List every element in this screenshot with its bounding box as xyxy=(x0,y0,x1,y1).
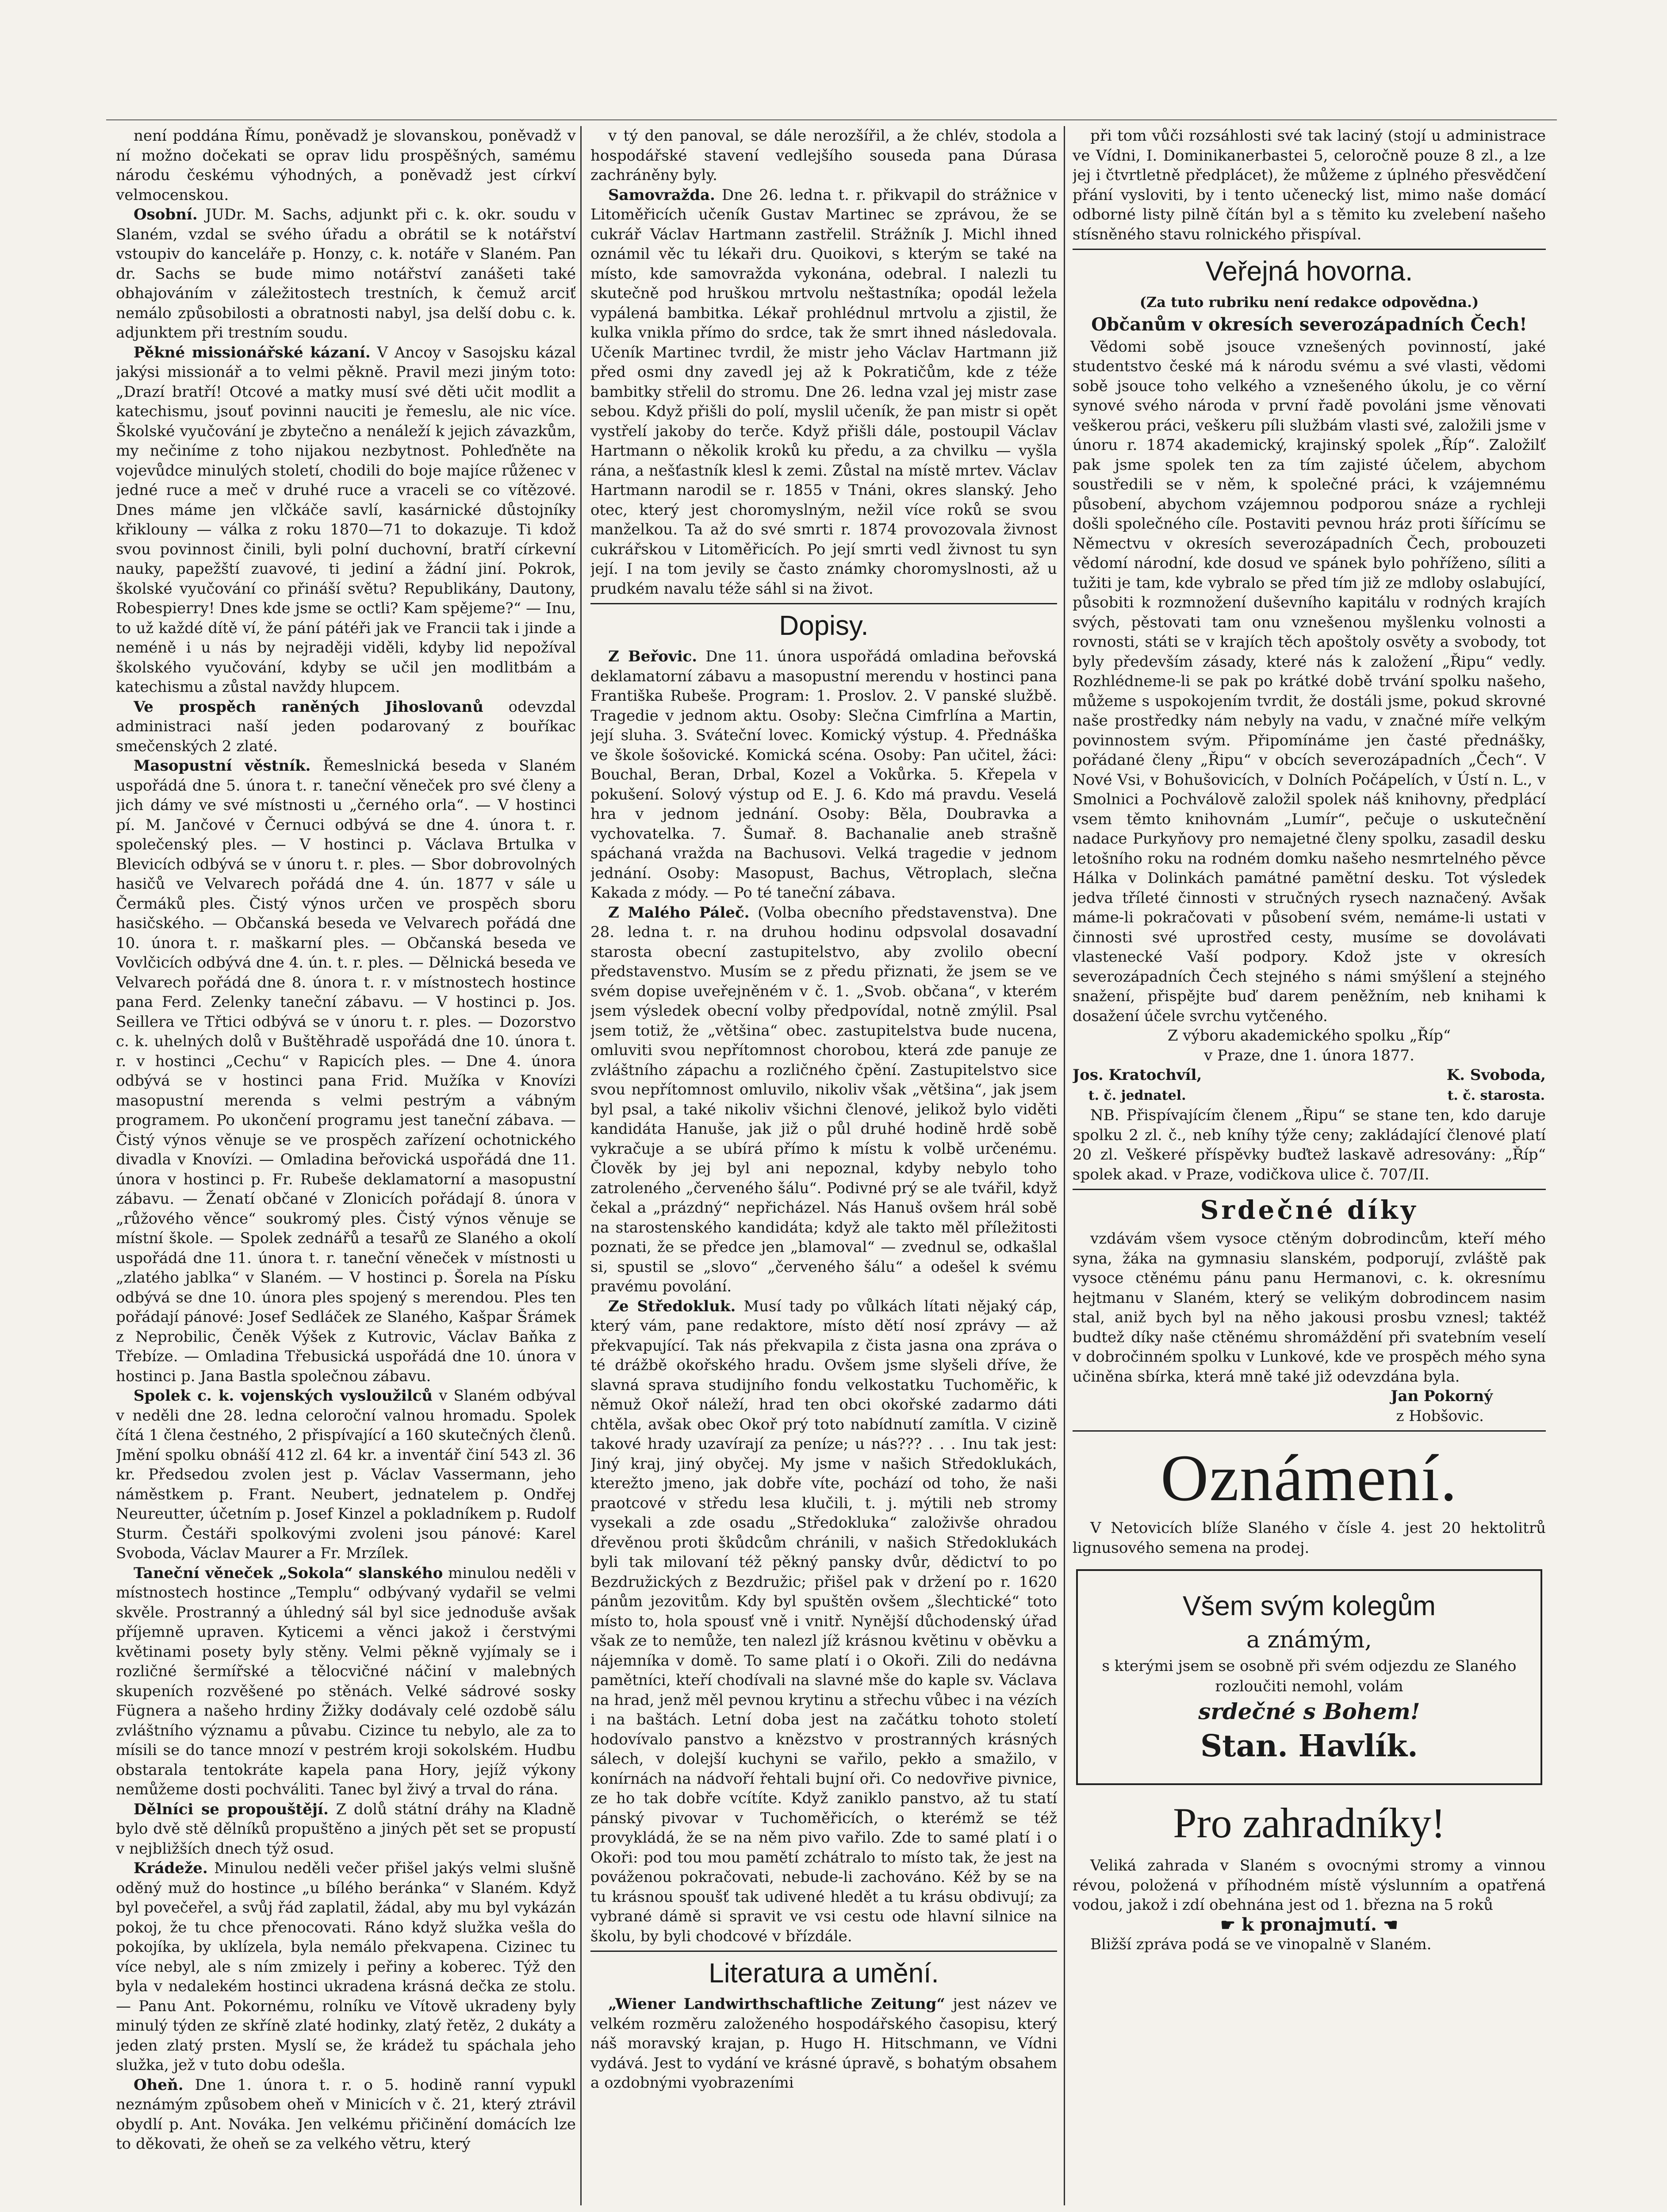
gardeners-text: Veliká zahrada v Slaném s ovocnými stromy a vinnou révou, položená v příhodném místě výslunním a opatřená vodou, jakož i zdí obehnána jest od 1. března na 5 roků xyxy=(1073,1857,1546,1914)
heading-ranenych: Ve prospěch raněných Jihoslovanů xyxy=(134,698,483,716)
divider xyxy=(590,1951,1057,1952)
heading-berovic: Z Beřovic. xyxy=(608,648,697,665)
article-berovic xyxy=(590,647,1057,903)
text-misie: V Ancoy v Sasojsku kázal jakýsi missionář a to velmi pěkně. Pravil mezi jiným toto: „Drazí bratří! Otcové a matky musí své děti učit modlit a katechismu, jsouť povinni nauciti je řemeslu, ale nic více. Školské vyučování je zbytečno a nenáleží k jejich závazkům, my nečiníme z toho nijakou nezbytnost. Pohleďněte na vojevůdce minulých století, chodili do boje majíce růženec v jedné ruce a meč v druhé ruce a vraceli se co vítězové. Dnes máme jen vlčkáče savlí, kasárnické důstojníky křiklouny — válka z roku 1870—71 to dokazuje. Ti kdož svou povinnost činili, byli polní duchovní, bratří církevní nauky, papežští zuavové, ti jediní a žádní jiní. Pokrok, školské vyučování co přináší světu? Republikány, Dautony, Robespierry! Dnes kde jsme se octli? Kam spějeme?“ — Inu, to už každé dítě ví, že pání pátéři jak ve Francii tak i jinde a neméně i u nás by nejraději viděli, kdyby lid nepožíval školského vyučování, kdyby se učil jen modlitbám a katechismu a zůstal navždy hlupcem. xyxy=(116,343,576,696)
column-rule-1 xyxy=(580,126,582,2205)
farewell-signature: Stan. Havlík. xyxy=(1200,1728,1418,1764)
appeal-place: v Praze, dne 1. února 1877. xyxy=(1204,1046,1414,1064)
farewell-ad xyxy=(1076,1569,1542,1785)
article-kradeze xyxy=(116,1859,576,2075)
section-title-hovorna: Veřejná hovorna. xyxy=(1205,256,1413,287)
text-kradeze: Minulou neděli večer přišel jakýs velmi slušně oděný muž do hostince „u bílého beránka“ v Slaném. Když byl povečeřel, a svůj řád zaplatil, žádal, aby mu byl vykázán pokoj, že tu chce přenocovati. Ráno když služka vešla do pokojíka, by uklízela, byla nemálo překvapena. Cizinec tu více nebyl, ale s ním zmizely i peřiny a koberec. Týž den byla v nedalekém hostinci ukradena krásná dečka ze stolu. — Panu Ant. Pokornému, rolníku ve Vítově ukradeny byly minulý týden ze skříně zlaté hodinky, zlatý řetěz, 2 dukáty a jeden zlatý prsten. Myslí se, že krádež tu spáchala jeho služka, jež v tuto dobu odešla. xyxy=(116,1859,576,2074)
top-border xyxy=(106,119,1557,120)
appeal-text: Vědomi sobě jsouce vznešených povinností, jaké studentstvo české má k národu svému a své vlasti, vědomi sobě jsouce toho velkého a vznešeného úkolu, je co věrní synové svého národa v první řadě povoláni jsme věnovati veškerou práci, veškeru píli službám vlasti své, založili jsme v únoru r. 1874 akademický, krajinský spolek „Říp“. Založilť pak jsme spolek ten za tím zajisté účelem, abychom soustředili se v něm, k společné práci, k vzájemnému působení, abychom vzájemnou podporou snáze a rychleji došli společného cíle. Postaviti pevnou hráz proti šířícímu se Němectvu v okresích severozápadních Čech, probouzeti vědomí národní, kde dosud ve spánek bylo pohříženo, síliti a tužiti je tam, kde vybralo se před tím již ze mdloby oslabující, působiti k rozmnožení duševního kapitálu v rodných krajích svých, pěstovati tam onu vznešenou myšlenku volnosti a rovnosti, státi se v krajích těch apoštoly osvěty a svobody, tot byly především zásady, které nás k založení „Řipu“ vedly. Rozhlédneme-li se pak po krátké době trvání spolku našeho, můžeme s uspokojením tvrdit, že dostáli jsme, pokud skrovné naše prostředky nám nebyly na vadu, v značné míře velkým povinnostem svým. Připomínáme jen časté přednášky, pořádané členy „Řipu“ v obcích severozápadních „Čech“. V Nové Vsi, v Bohušovicích, v Dolních Počápelích, v Ústí n. L., v Smolnici a Pochválově založil spolek náš knihovny, předplácí vsem těmto knihovnám „Lumír“, pečuje o uskutečnění nadace Purkyňovy pro nemajetné členy spolku, zasadil desku letošního roku na rodném domku našeho nesmrtelného pěvce Hálka v Dolinkách památné pamětní desku. Tot výsledek jedva tříleté činnosti v stručných rysech naznačený. Avšak máme-li pokračovati v působení svém, nemáme-li ustati v činnosti své uprostřed cesty, musíme se dovolávati vlastenecké Vaší podpory. Kdož jste v okresích severozápadních Čech stejného s námi smýšlení a stejného snažení, přispějte buď darem peněžním, neb knihami k dosažení účele svrchu vytčeného. xyxy=(1073,338,1546,1025)
signatures xyxy=(1073,1065,1546,1106)
article-delnici xyxy=(116,1800,576,1859)
column-rule-2 xyxy=(1064,126,1065,2205)
text-vestnik: Řemeslnická beseda v Slaném uspořádá dne 5. února t. r. taneční věneček pro své členy a jich dámy ve své místnosti u „černého orla“. — V hostinci pí. M. Jančové v Černuci odbývá se dne 4. února t. r. společenský ples. — V hostinci p. Václava Brtulka v Blevicích odbývá se v únoru t. r. ples. — Sbor dobrovolných hasičů ve Velvarech pořádá dne 4. ún. 1877 v sále u Čermáků ples. Čistý výnos určen ve prospěch sboru hasičského. — Občanská beseda ve Velvarech pořádá dne 10. února t. r. maškarní ples. — Občanská beseda ve Vovlčicích odbývá dne 4. ún. t. r. ples. — Dělnická beseda ve Velvarech pořádá dne 8. února t. r. v místnostech hostince pana Ferd. Zelenky taneční zábavu. — V hostinci p. Jos. Seillera ve Třtici odbývá se v únoru t. r. ples. — Dozorstvo c. k. uhelných dolů v Buštěhradě uspořádá dne 10. února t. r. v hostinci „Cechu“ v Rapicích ples. — Dne 4. února odbývá se v hostinci pana Frid. Mužíka v Knovízi masopustní merenda s velmi pestrým a vábným programem. Po ukončení programu jest taneční zábava. — Čistý výnos věnuje se ve prospěch zařízení ochotnického divadla v Knovízi. — Omladina beřovická uspořádá dne 11. února v hostinci p. Fr. Rubeše deklamatorní a masopustní zábavu. — Ženatí občané v Zlonicích pořádají 8. února v „růžového věnce“ soukromý ples. Čistý výnos věnuje se místní škole. — Spolek zednářů a tesařů ze Slaného a okolí uspořádá dne 11. února t. r. taneční věneček v místnosti u „zlatého jablka“ v Slaném. — V hostinci p. Šorela na Písku odbývá se dne 10. února ples spojený s merendou. Ples ten pořádají pánové: Josef Sedláček ze Slaného, Kašpar Šrámek z Neprobilic, Čeněk Výšek z Kutrovic, Václav Baňka z Třebíze. — Omladina Třebusická uspořádá dne 10. února v hostinci p. Jana Bastla společnou zábavu. xyxy=(116,757,576,1385)
article-wlz xyxy=(590,1994,1057,2093)
heading-delnici: Dělníci se propouštějí. xyxy=(134,1800,329,1818)
text-ranenych: odevzdal administraci naší jeden podarovaný z bouříkac smečenských 2 zlaté. xyxy=(116,698,576,755)
divider xyxy=(590,603,1057,604)
column-1 xyxy=(116,126,576,2205)
signature-name: K. Svoboda, xyxy=(1446,1066,1546,1084)
heading-misie: Pěkné missionářské kázaní. xyxy=(134,343,371,361)
thanks-text: vzdávám všem vysoce ctěným dobrodincům, kteří mého syna, žáka na gymnasiu slanském, podporují, zvláště pak vysoce ctěnému pánu panu Hermanovi, c. k. okresnímu hejtmanu v Slaném, který se velikým dobrodincem nasim stal, aniž bych byl na něho jakousi prosbu vznesl; taktéž budtež díky naše ctěnému shromáždění při svatebním veselí v dobročinném spolku v Lunkové, kde ve prospěch mého syna učiněna sbírka, která mně také již odevzdána byla. xyxy=(1073,1230,1546,1386)
signature-starosta xyxy=(1447,1065,1546,1106)
pointing-hand-icon: ☛ xyxy=(1220,1914,1236,1935)
appeal-from: Z výboru akademického spolku „Říp“ xyxy=(1167,1027,1451,1045)
divider xyxy=(1073,1430,1546,1432)
text-stredokluk: Musí tady po vůlkách lítati nějaký cáp, který vám, pane redaktore, místo dětí nosí zprávy — až překvapující. Tak nás překvapila z čista jasna ona zpráva o té drážbě okořského hradu. Ovšem jsme slyšeli dříve, že slavná sprava studijního fondu velkostatku Tuchoměřic, k němuž Okoř náleží, hrad ten obci okořské zadarmo dáti chtěla, avšak obec Okoř prý toto nabídnutí zamítla. V cizině takové hrady uzavírají za peníze; u nás??? . . . Inu tak jest: Jiný kraj, jiný obyčej. My jsme v našich Středoklukách, kterežto jmeno, jak dobře víte, pochází od toho, že naši praotcové v středu lesa klučili, t. j. mýtili neb stromy vysekali a zde osadu „Středokluka“ založivše ohradou dřevěnou proti škůdcům chránili, v našich Středoklukách byli tak milovaní též pěkný pansky dvůr, dědictví to po Bezdružických z Bezdružic; přišel pak v držení po r. 1620 pánům jezovitům. Kdy byl spuštěn ovšem „šlechtické“ toto místo to, hola spousť vně i vnitř. Nynější důchodenský úřad však ze to nemůže, ten nalezl jíž krásnou květinu v oběvku a nájemníka v domě. To same platí i o Okoři. Zili do nedávna pamětníci, kteří chodívali na slavné mše do kaple sv. Václava na hrad, jenž měl pevnou krytinu a střechu vůbec i na vézích i na baštách. Letní doba jest na začátku tohoto století hodovívalo panstvo a knězstvo v prostranných krásných sálech, v dolejší kuchyni se vařilo, pekło a smažilo, v konírnách na nádvoří řehtali bujní oři. Co nedovřive pivnice, ze ho tak dobře vcítíte. Když zaniklo panstvo, až tu statí pánský pivovar v Tuchoměřicích, o kterémž se též provykládá, že se na něm pivo vařilo. Zde to samé platí i o Okoři: pod tou mou pamětí zchátralo to místo tak, že jest na pováženou pokračovati, nebude-li zachováno. Kéž by se na tu krásnou spoušť tak udivené hledět a tu krásu obdivují; za vybrané dámě si spravit ve vsi cestu ode hlavní silnice na školu, by byli chodcové v břízdále. xyxy=(590,1297,1057,1945)
section-title-literatura: Literatura a umění. xyxy=(709,1958,939,1989)
text-samovrazda: Dne 26. ledna t. r. přikvapil do strážnice v Litoměřicích učeník Gustav Martinec se zprávou, že se cukrář Václav Hartmann zastřelil. Strážník J. Michl ihned oznámil věc tu lékaři dru. Quoikovi, s kterým se také na místo, kde samovražda vykonána, odebral. I nalezli tu skutečně pod hruškou mrtvolu neštastníka; opodál ležela vypálená bambitka. Lékař prohlédnul mrtvolu a zjistil, že kulka vnikla přímo do srdce, tak že smrt ihned následovala. Učeník Martinec tvrdil, že mistr jeho Václav Hartmann již před osmi dny zavedl jej až k Pokratičům, kde z téže bambitky střelil do stromu. Dne 26. ledna vzal jej mistr zase sebou. Když přišli do polí, myslil učeník, že pan mistr si opět vystřelí jakoby do terče. Když přišli dále, postoupil Václav Hartmann o několik kroků ku předu, a za chvilku — vyšla rána, a nešťastník klesl k zemi. Zůstal na místě mrtev. Václav Hartmann narodil se r. 1855 v Tnáni, okres slanský. Jeho otec, který jest choromyslným, nežil více roků se svou manželkou. Ta až do své smrti r. 1874 provozovala živnost cukrářskou v Litoměřicích. Po její smrti vedl živnost tu syn její. I na tom jevily se často známky choromyslnosti, až u prudkém navalu téže sáhl si na život. xyxy=(590,186,1057,598)
text-vyslouzilcu: v Slaném odbýval v neděli dne 28. ledna celoroční valnou hromadu. Spolek čítá 1 člena čestného, 2 přispívající a 160 skutečných členů. Jmění spolku obnáší 412 zl. 64 kr. a inventář činí 543 zl. 36 kr. Předsedou zvolen jest p. Václav Vassermann, jeho náměstkem p. Frant. Neubert, jednatelem p. Ondřej Neureutter, účetním p. Josef Kinzel a pokladníkem p. Rudolf Sturm. Čestáři spolkovými zvoleni jsou pánové: Karel Svoboda, Václav Maurer a Fr. Mrzílek. xyxy=(116,1387,576,1562)
signature-jednatel xyxy=(1073,1065,1202,1106)
lease-label: k pronajmutí. xyxy=(1242,1914,1377,1935)
farewell-greeting: srdečné s Bohem! xyxy=(1198,1698,1420,1724)
article-sokol xyxy=(116,1563,576,1800)
article-continuation-2: v tý den panoval, se dále nerozšířil, a že chlév, stodola a hospodářské stavení vedlejšího souseda pana Dúrasa zachráněny byly. xyxy=(590,127,1057,184)
heading-vestnik: Masopustní věstník. xyxy=(134,757,311,775)
signature-title: t. č. starosta. xyxy=(1447,1087,1545,1103)
farewell-title: Všem svým kolegům xyxy=(1183,1591,1436,1621)
thanks-place: z Hobšovic. xyxy=(1396,1407,1484,1425)
appeal-nb: NB. Přispívajícím členem „Řipu“ se stane ten, kdo daruje spolku 2 zl. č., neb kníhy týže ceny; zakládající členové platí 20 zl. Veškeré příspěvky buďtež laskavě adresovány: „Říp“ spolek akad. v Praze, vodičkova ulice č. 707/II. xyxy=(1073,1106,1546,1183)
farewell-text: s kterými jsem se osobně při svém odjezdu ze Slaného rozloučiti nemohl, volám xyxy=(1102,1657,1517,1695)
divider xyxy=(1073,1189,1546,1190)
announcement-title: Oznámení. xyxy=(1161,1441,1458,1515)
thanks-signature: Jan Pokorný xyxy=(1391,1387,1493,1405)
article-ranenych xyxy=(116,697,576,757)
article-malepale xyxy=(590,903,1057,1297)
gardeners-info: Bližší zpráva podá se ve vinopalně v Slaném. xyxy=(1090,1936,1432,1953)
heading-malepale: Z Malého Páleč. xyxy=(608,903,750,922)
text-ohen: Dne 1. února t. r. o 5. hodině ranní vypukl neznámým způsobem oheň v Minicích v č. 21, který ztrávil obydlí p. Ant. Nováka. Jen velkému přičinění domácích lze to děkovati, že oheň se za velkého větru, který xyxy=(116,2076,576,2153)
appeal-title: Občanům v okresích severozápadních Čech! xyxy=(1091,314,1527,335)
article-misie xyxy=(116,343,576,697)
gardeners-title: Pro zahradníky! xyxy=(1173,1799,1445,1847)
farewell-subtitle: a známým, xyxy=(1246,1627,1372,1653)
text-wlz: jest název ve velkém rozměru založeného hospodářského časopisu, který náš moravský krajan, p. Hugo H. Hitschmann, ve Vídni vydává. Jest to vydání ve krásné úpravě, s bohatým obsahem a ozdobnými vyobrazeními xyxy=(590,1995,1057,2092)
signature-title: t. č. jednatel. xyxy=(1088,1087,1186,1103)
article-osobni xyxy=(116,205,576,343)
column-2 xyxy=(590,126,1057,2205)
editorial-note: (Za tuto rubriku není redakce odpovědna.) xyxy=(1139,294,1479,311)
column-3 xyxy=(1073,126,1546,2205)
heading-stredokluk: Ze Středokluk. xyxy=(608,1297,736,1315)
thanks-title: Srdečné díky xyxy=(1200,1195,1418,1225)
section-title-dopisy: Dopisy. xyxy=(779,611,869,641)
lease-line xyxy=(1073,1915,1546,1935)
heading-kradeze: Krádeže. xyxy=(134,1859,208,1877)
pointing-hand-icon: ☚ xyxy=(1383,1914,1398,1935)
text-malepale: (Volba obecního představenstva). Dne 28. ledna t. r. na druhou hodinu odpsvolal dosavadní starosta obecní zastupitelstvo, aby zvolilo obecní představenstvo. Musím se z předu přiznati, že jsem se ve svém dopise uveřejněném v č. 1. „Svob. občana“, v kterém jsem výsledek obecní volby předpovídal, notně zmýlil. Psal jsem totiž, že „většina“ obec. zastupitelstva bude nucena, omluviti svou nepřítomnost chorobou, která zde panuje ze zvláštního zápachu a rozličného čpění. Zastupitelstvo sice svou nepřítomnost omluvilo, nikoliv však „většina“, jak jsem byl psal, a také nikoliv všichni členové, jelikož bylo viděti kandidáta Hanuše, jak již o půl druhé hodině hrdě sobě vykračuje a se ubírá přímo k místu k volbě určenému. Člověk by jej byl ani nepoznal, kdyby nebylo toho zatroleného „červeného šálu“. Podivné prý se ale tvářil, když čekal a „prázdný“ nepřicházel. Nás Hanuš ovšem hrál sobě na starostenského kandidáta; když ale takto měl příležitosti poznati, že se předce jen „blamoval“ — zvednul se, odkašlal si, spustil se „slovo“ „červeného šálu“ a odešel k svému pravému povolání. xyxy=(590,903,1057,1295)
heading-samovrazda: Samovražda. xyxy=(608,186,715,204)
article-vyslouzilcu xyxy=(116,1386,576,1563)
heading-osobni: Osobní. xyxy=(134,206,198,223)
text-osobni: JUDr. M. Sachs, adjunkt při c. k. okr. soudu v Slaném, vzdal se svého úřadu a obrátil se k notářství vstoupiv do kanceláře p. Honzy, c. k. notáře v Slaném. Pan dr. Sachs se bude mimo notářství zanášeti také obhajováním v záležitostech trestních, k čemuž arciť nemálo způsobilosti a obratnosti nabyl, jsa delší dobu c. k. adjunktem při trestním soudu. xyxy=(116,206,576,342)
article-vestnik xyxy=(116,756,576,1386)
text-berovic: Dne 11. února uspořádá omladina beřovská deklamatorní zábavu a masopustní merendu v hostinci pana Františka Rubeše. Program: 1. Proslov. 2. V panské službě. Tragedie v jednom aktu. Osoby: Slečna Cimfrlína a Martin, její sluha. 3. Sváteční lovec. Komický výstup. 4. Přednáška ve škole šošovické. Komická scéna. Osoby: Pan učitel, žáci: Bouchal, Beran, Drbal, Kozel a Vokůrka. 5. Křepela v pokušení. Solový výstup od E. J. 6. Kdo má pravdu. Veselá hra v jednom jednání. Osoby: Běla, Doubravka a vychovatelka. 7. Šumař. 8. Bachanalie aneb strašně spáchaná vražda na Bachusovi. Velká tragedie v jednom jednání. Osoby: Masopust, Bachus, Větroplach, slečna Kakada z módy. — Po té taneční zábava. xyxy=(590,648,1057,902)
article-stredokluk xyxy=(590,1297,1057,1947)
article-samovrazda xyxy=(590,185,1057,599)
article-ohen xyxy=(116,2075,576,2154)
text-delnici: Z dolů státní dráhy na Kladně bylo dvě stě dělníků propuštěno a jiných pět set se propustí v nejbližších dnech týž osud. xyxy=(116,1800,576,1858)
article-continuation: není poddána Římu, poněvadž je slovanskou, poněvadž v ní možno dočekati se oprav lidu prospěšných, samému národu českému výhodných, a poněvadž jest církví velmocenskou. xyxy=(116,127,576,204)
divider xyxy=(1073,249,1546,250)
announcement-text: V Netovicích blíže Slaného v čísle 4. jest 20 hektolitrů lignusového semena na prodej. xyxy=(1073,1519,1546,1557)
heading-wlz: „Wiener Landwirthschaftliche Zeitung“ xyxy=(608,1995,945,2013)
heading-vyslouzilcu: Spolek c. k. vojenských vysloužilců xyxy=(134,1387,433,1405)
heading-sokol: Taneční věneček „Sokola“ slanského xyxy=(134,1564,443,1582)
article-continuation-3: při tom vůči rozsáhlosti své tak laciný (stojí u administrace ve Vídni, I. Dominikanerbastei 5, celoročně pouze 8 zl., a lze jej i čtvrtletně předplácet), že můžeme z úplného přesvědčení přání vysloviti, by i tento učenecký list, mimo naše domácí odborné listy pilně čítán byl a s těmito ku zvelebení našeho stísněného stavu rolnického přispíval. xyxy=(1073,127,1546,243)
signature-name: Jos. Kratochvíl, xyxy=(1073,1066,1202,1084)
text-sokol: minulou neděli v místnostech hostince „Templu“ odbývaný vydařil se velmi skvěle. Prostranný a úhledný sál byl sice jednoduše avšak příjemně upraven. Kyticemi a věnci jakož i čerstvými květinami posety byly stěny. Velmi pěkně vyjímaly se i rozličné šermířské a tělocvičné náčiní v malebných skupeních rozvěšené po stěnách. Velké sádrové sosky Fügnera a našeho hrdiny Žižky dodávaly celé ozdobě sálu zvláštního významu a půvabu. Cizince tu nebylo, ale za to mísili se do tance mnozí v pestrém kroji sokolském. Hudbu obstarala tentokráte kapela pana Hory, jejíž výkony nemůžeme dosti pochváliti. Tanec byl živý a trval do rána. xyxy=(116,1564,576,1798)
heading-ohen: Oheň. xyxy=(134,2076,184,2094)
